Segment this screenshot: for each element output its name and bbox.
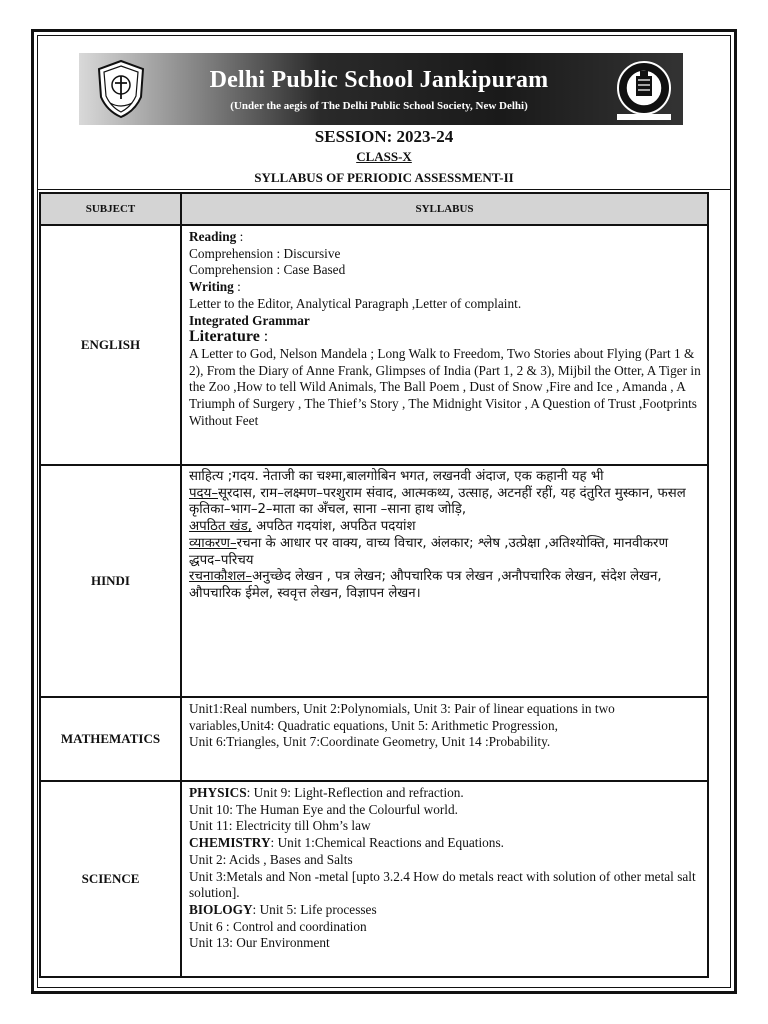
syllabus-mathematics bbox=[181, 697, 708, 781]
literature-items: A Letter to God, Nelson Mandela ; Long Walk to Freedom, Two Stories about Flying (Part 1 & 2), From the Diary of Anne Frank, Glimpses of India (Part 1, 2 & 3), Mijbil the Otter, A Tiger in the Zoo ,How to tell Wild Animals, The Ball Poem , Dust of Snow ,Fire and Ice , Amanda , A Triumph of Surgery , The Thief’s Story , The Midnight Visitor , A Question of Trust ,Footprints Without Feet bbox=[189, 345, 701, 428]
class-label: CLASS-X bbox=[356, 149, 412, 164]
writing-colon: : bbox=[233, 279, 241, 295]
syllabus-hindi bbox=[181, 465, 708, 697]
hindi-vyakaran-label: व्याकरण– bbox=[189, 535, 237, 551]
physics-unit-10: Unit 10: The Human Eye and the Colourful world. bbox=[189, 801, 458, 817]
divider-line bbox=[37, 189, 731, 190]
writing-items: Letter to the Editor, Analytical Paragraph ,Letter of complaint. bbox=[189, 295, 522, 311]
hindi-padya-label: पदय– bbox=[189, 485, 218, 501]
syllabus-column-header: SYLLABUS bbox=[181, 193, 708, 225]
reading-item-2: Comprehension : Case Based bbox=[189, 262, 346, 278]
school-society-subtitle: (Under the aegis of The Delhi Public School Society, New Delhi) bbox=[230, 100, 528, 112]
chemistry-unit-2: Unit 2: Acids , Bases and Salts bbox=[189, 851, 353, 867]
chemistry-unit-3: Unit 3:Metals and Non -metal [upto 3.2.4 How do metals react with solution of other metal salt solution]. bbox=[189, 868, 696, 901]
grammar-label: Integrated Grammar bbox=[189, 312, 310, 328]
literature-label: Literature bbox=[189, 328, 260, 346]
syllabus-table bbox=[39, 192, 709, 978]
hindi-kritika: कृतिका–भाग–2–माता का अँचल, साना –साना हाथ जोड़ि, bbox=[189, 502, 467, 518]
school-banner bbox=[79, 53, 683, 125]
subject-english: ENGLISH bbox=[40, 225, 181, 465]
hindi-padya: सूरदास, राम–लक्ष्मण–परशुराम संवाद, आत्मकथ्य, उत्साह, अटनहीं रहीं, यह दंतुरित मुस्कान, फसल bbox=[217, 485, 686, 501]
biology-unit-6: Unit 6 : Control and coordination bbox=[189, 918, 367, 934]
syllabus-english bbox=[181, 225, 708, 465]
reading-colon: : bbox=[236, 229, 244, 244]
syllabus-science bbox=[181, 781, 708, 977]
biology-label: BIOLOGY bbox=[189, 901, 253, 917]
table-row-mathematics bbox=[40, 697, 708, 781]
table-row-science bbox=[40, 781, 708, 977]
school-name: Delhi Public School Jankipuram bbox=[209, 67, 549, 93]
assessment-title: SYLLABUS OF PERIODIC ASSESSMENT-II bbox=[254, 170, 514, 185]
table-row-hindi bbox=[40, 465, 708, 697]
reading-label: Reading bbox=[189, 229, 237, 244]
chemistry-label: CHEMISTRY bbox=[189, 835, 271, 851]
subject-science: SCIENCE bbox=[40, 781, 181, 977]
chemistry-unit-1: : Unit 1:Chemical Reactions and Equations. bbox=[270, 835, 504, 851]
hindi-vyakaran: रचना के आधार पर वाक्य, वाच्य विचार, अंलकार; श्लेष ,उत्प्रेक्षा ,अतिश्योक्ति, मानवीकरण द्धपद–परिचय bbox=[189, 535, 669, 568]
school-crest-icon bbox=[95, 59, 147, 119]
physics-label: PHYSICS bbox=[189, 785, 247, 800]
hindi-apathit-label: अपठित खंड, bbox=[189, 519, 252, 535]
maths-line-1: Unit1:Real numbers, Unit 2:Polynomials, Unit 3: Pair of linear equations in two variables,Unit4: Quadratic equations, Unit 5: Arithmetic Progression, bbox=[189, 701, 615, 733]
superhouse-group-seal-icon bbox=[613, 59, 675, 121]
table-row-english bbox=[40, 225, 708, 465]
writing-label: Writing bbox=[189, 279, 234, 295]
hindi-rachna: अनुच्छेद लेखन , पत्र लेखन; औपचारिक पत्र लेखन ,अनौपचारिक लेखन, संदेश लेखन, औपचारिक ईमेल, स्ववृत्त लेखन, विज्ञापन लेखन। bbox=[189, 569, 662, 601]
subject-mathematics: MATHEMATICS bbox=[40, 697, 181, 781]
literature-colon: : bbox=[259, 328, 269, 346]
physics-unit-11: Unit 11: Electricity till Ohm’s law bbox=[189, 818, 371, 834]
subject-column-header: SUBJECT bbox=[40, 193, 181, 225]
physics-unit-9: : Unit 9: Light-Reflection and refraction. bbox=[246, 785, 464, 800]
hindi-line-1: साहित्य ;गदय. नेताजी का चश्मा,बालगोबिन भगत, लखनवी अंदाज, एक कहानी यह भी bbox=[189, 469, 604, 484]
subject-hindi: HINDI bbox=[40, 465, 181, 697]
maths-line-2: Unit 6:Triangles, Unit 7:Coordinate Geometry, Unit 14 :Probability. bbox=[189, 734, 551, 750]
biology-unit-5: : Unit 5: Life processes bbox=[252, 901, 377, 917]
session-title: SESSION: 2023-24 bbox=[314, 127, 454, 146]
table-header-row bbox=[40, 193, 708, 225]
biology-unit-13: Unit 13: Our Environment bbox=[189, 935, 330, 951]
hindi-rachna-label: रचनाकौशल– bbox=[189, 569, 253, 585]
hindi-apathit: अपठित गदयांश, अपठित पदयांश bbox=[251, 519, 416, 535]
reading-item-1: Comprehension : Discursive bbox=[189, 245, 341, 261]
